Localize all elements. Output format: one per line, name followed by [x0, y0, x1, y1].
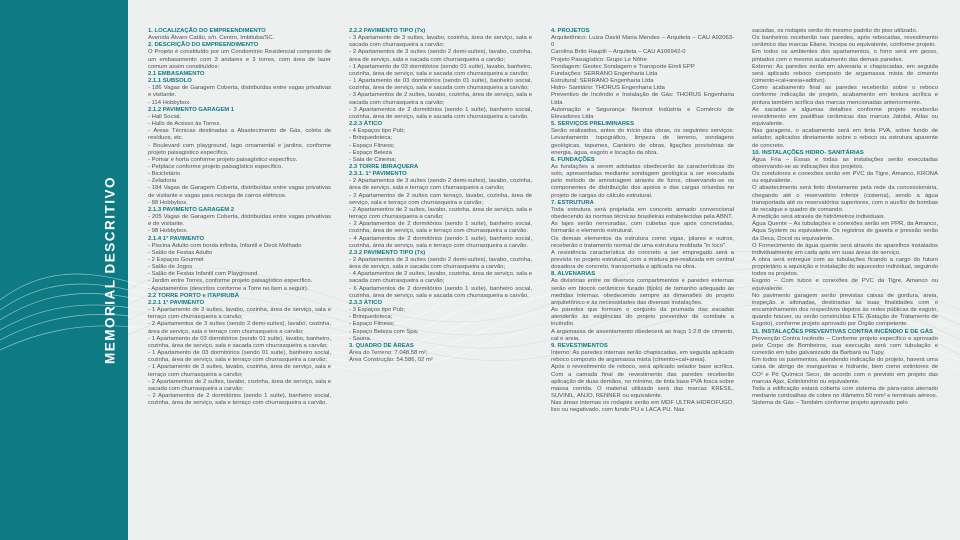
paragraph: A obra será entregue com as tubulações ficando a cargo do futuro proprietário a aquisição e instalação do aquecedor individual, seguindo todos os projetos. [752, 257, 938, 278]
paragraph: - 2 Apartamentos de 2 suítes, lavabo, cozinha, área de serviço, sala e sacada com churrasqueira a carvão; [148, 378, 331, 392]
section-heading: 10. INSTALAÇÕES HIDRO- SANITÁRIAS [752, 149, 864, 156]
text-column-4 [752, 28, 938, 407]
paragraph: - Salão de Jogos [148, 264, 193, 271]
section-heading: 2.1.2 PAVIMENTO GARAGEM 1 [148, 106, 235, 113]
paragraph: As lajes serão nervuradas, com cubetas que após concretadas, formarão o elemento estrutural. [551, 221, 734, 235]
paragraph: - Espaço Fitness; [349, 321, 395, 328]
paragraph: As sacadas e algumas detalhes conforme projeto receberão revestimento em pastilhas cerâmicas das marcas Jatobá, Atlas ou equivalente. [752, 106, 938, 128]
paragraph: O abastecimento será feito diretamente pela rede da concessionária, chegando até o reservatório inferior (cisterna), sendo a água transportada até os reservatórios superiores, com o auxílio de bombas de recalque e quadro de comando. [752, 185, 938, 213]
paragraph: Serão realizados, antes do início das obras, os seguintes serviços: Levantamento topográfico, limpeza de terreno, sondagens geológicas, tapumes, Canteiro de obras, ligações provisórias de energia, água, esgoto e locação da obra. [551, 128, 734, 156]
paragraph: - 205 Vagas de Garagem Coberta, distribuídas entre vagas privativas e de visitante. [148, 214, 331, 228]
paragraph: - Halls de Acesso às Torres. [148, 121, 221, 128]
paragraph: - Áreas Técnicas destinadas a Abastecimento de Gás, coleta de resíduos, etc. [148, 128, 331, 142]
paragraph: - 186 Vagas de Garagem Coberta, distribuídas entre vagas privativas e visitante. [148, 85, 331, 99]
paragraph: Prevenção Contra Incêndio – Conforme projeto específico e aprovado pelo Corpo de Bombeiros, sua execução será com tubulação e conexão em tubo galvanizado da Barbará ou Tupy. [752, 335, 938, 357]
paragraph: - 2 Apartamentos de 3 suítes (sendo 2 demi-suítes), lavabo, cozinha, área de serviço, sala e sacada com churrasqueira a carvão; [349, 49, 532, 63]
paragraph: No pavimento garagem serão previstas caixas de gordura, areia, inspeção e sifonadas, destinadas às suas finalidades com o encaminhamento dos respectivos dejetos às redes públicas de esgoto, quando houver, ou serão construídas ETE (Estação de Tratamento de Esgoto), conforme projeto aprovado por Órgão competente. [752, 292, 938, 328]
paragraph: As fundações a serem adotadas obedecerão às características do solo, apresentadas mediante sondagem geológica a ser executada pelo método de amostragem através de furos, observando-se os componentes de distribuição dos apoios e das cargas oriundas no projeto de cargas do cálculo estrutural. [551, 163, 734, 199]
paragraph: Nas garagens, o acabamento será em tinta PVA, sobre fundo de selador, aplicados diretamente sobre o reboco ou estrutura aparente de concreto. [752, 128, 938, 149]
paragraph: - Petplace conforme projeto paisagístico específico. [148, 163, 283, 170]
paragraph: Como acabamento final as paredes receberão sobre o reboco conforme indicação de projeto, acabamento em textura acrílica e pintura também acrílica das marcas mencionadas anteriormente. [752, 85, 938, 106]
section-heading: 2.1.4 1° PAVIMENTO [148, 235, 205, 242]
paragraph: Externo: As paredes serão em alvenaria e chapiscadas, em seguida será aplicado reboco composto de argamassa mista de cimento (cimento+cal+areia+aditivo). [752, 63, 938, 85]
paragraph: - 1 Apartamento de 03 dormitórios (sendo 01 suíte), lavabo, banheiro, cozinha, área de serviço, sala e sacada com churrasqueira a carvão; [148, 335, 331, 349]
paragraph: Nas áreas internas os rodapés serão em MDF ULTRA HIDROFUGO, liso ou negativado, com fundo PU e LACA PU. Nas [551, 400, 734, 414]
section-heading: 2.3.2 PAVIMENTO TIPO (7x) [349, 249, 426, 256]
section-heading: 2.2.2 PAVIMENTO TIPO (7x) [349, 28, 426, 34]
section-heading: 2.1.1 SUBSOLO [148, 78, 192, 85]
paragraph: - 3 Apartamentos de 2 dormitórios (sendo 1 suíte), banheiro social, cozinha, área de serviço, sala e sacada com churrasqueira a carvão. [349, 106, 532, 120]
paragraph: - Espaço Beleza [349, 149, 392, 156]
paragraph: Automação e Segurança: Neomot Indústria e Comércio de Elevadores Ltda [551, 106, 734, 120]
paragraph: Os demais elementos da estrutura como vigas, pilares e outros, receberão o tratamento normal de uma estrutura moldada "in loco". [551, 235, 734, 249]
paragraph: As divisórias entre os diversos compartimentos e paredes externas serão em blocos cerâmicos furado (tijolo) de tamanho adequado às medidas internas, obedecendo sempre as dimensões do projeto arquitetônico e às necessidades das diversas instalações. [551, 278, 734, 306]
paragraph: - Zeladoria [148, 178, 177, 185]
paragraph: - 2 Apartamentos de 3 suítes (sendo 2 demi-suítes), lavabo, cozinha, área de serviço, sala e terraço com churrasqueira a carvão; [349, 178, 532, 192]
text-column-2 [349, 28, 532, 364]
paragraph: - 88 Hobbybox. [148, 199, 188, 206]
paragraph: As paredes que formam o conjunto da prumada das escadas atenderão às exigências do projeto preventivo de combate a incêndio. [551, 307, 734, 328]
section-heading: 2.1 EMBASAMENTO [148, 70, 205, 77]
section-heading: 4. PROJETOS [551, 28, 590, 34]
section-heading: 2.2.3 ÁTICO [349, 121, 383, 128]
section-heading: 1. LOCALIZAÇÃO DO EMPREENDIMENTO [148, 28, 266, 34]
section-heading: 8. ALVENARIAS [551, 271, 596, 278]
paragraph: - Apartamentos (descritos conforme a Torre no item a seguir). [148, 285, 309, 292]
paragraph: - 98 Hobbybox. [148, 228, 188, 235]
paragraph: Em todos os ambientes dos apartamentos, o forro será em gesso, pintados com o mesmo acabamento das demais paredes. [752, 49, 938, 63]
paragraph: Esgoto – Com tubos e conexões de PVC da Tigre, Amanco ou equivalente. [752, 278, 938, 292]
section-heading: 11. INSTALAÇÕES PREVENTIVAS CONTRA INCÊNDIO E DE GÁS [752, 328, 933, 335]
paragraph: Toda a edificação estará coberta com sistema de pára-raios aterrado mediante cordoalhas de cobre no diâmetro 50 mm² e terminais aéreos. [752, 385, 938, 399]
paragraph: - Hall Social. [148, 113, 182, 120]
paragraph: Os condutores e conexões serão em PVC da Tigre, Amanco, KRONA ou equivalente. [752, 171, 938, 185]
paragraph: - 3 Apartamento de 3 suítes, lavabo, cozinha, área de serviço, sala e sacada com churrasqueira a carvão; [349, 35, 532, 49]
section-heading: 5. SERVIÇOS PRELIMINARES [551, 121, 635, 128]
paragraph: O Fornecimento de água quente será através de aparelhos instalados individualmente em cada apto em suas áreas de serviço. [752, 242, 938, 256]
paragraph: - 2 Apartamentos de 3 suítes (sendo 2 demi-suítes), lavabo, cozinha, área de serviço, sala e terraço com churrasqueira a carvão; [148, 321, 331, 335]
paragraph: A medição será através de hidrômetros individuais. [752, 214, 886, 221]
paragraph: Água Fria – Essas e todas as instalações serão executadas observando-se as indicações dos projetos. [752, 156, 938, 170]
paragraph: - 184 Vagas de Garagem Coberta, distribuídas entre vagas privativas de visitante e vagas para recarga de carros elétricos. [148, 185, 331, 199]
paragraph: A argamassa de assentamento obedecerá ao traço 1:2:8 de cimento, cal e areia. [551, 328, 734, 342]
paragraph: - 1 Apartamento de 3 suítes, lavabo, cozinha, área de serviço, sala e terraço com churrasqueira a carvão; [148, 364, 331, 378]
text-column-3 [551, 28, 734, 414]
paragraph: Em todos os pavimentos, atendendo indicação do projeto, haverá uma caixa de abrigo de mangueiras e hidrante, bem como extintores de CO² e Pó Químico Seco, de acordo com o previsto em projeto das marcas Ajax, Extinlondrio ou equivalente. [752, 357, 938, 385]
paragraph: Carolina Brito Hauptli – Arquiteta – CAU A106942-0 [551, 49, 686, 56]
paragraph: - 6 Apartamentos de 2 dormitórios (sendo 1 suíte), banheiro social, cozinha, área de serviço, sala e sacada com churrasqueira a carvão. [349, 285, 532, 299]
paragraph: - 2 Apartamentos de 2 dormitórios (sendo 1 suíte), banheiro social, cozinha, área de serviço, sala e terraço com churrasqueira a carvão. [148, 392, 331, 407]
paragraph: - 4 Apartamentos de 2 dormitórios (sendo 1 suíte), banheiro social, cozinha, área de serviço, sala e terraço com churrasqueira a carvão. [349, 235, 532, 249]
section-heading: 9. REVESTIMENTOS [551, 342, 608, 349]
paragraph: - 1 Apartamento de 03 dormitórios (sendo 01 suíte), banheiro social, cozinha, área de serviço, sala e sacada com churrasqueira a carvão; [349, 78, 532, 92]
paragraph: Arquitetônico: Luiza David Maria Mendes – Arquiteta – CAU A92063-0 [551, 35, 734, 49]
paragraph: - 2 Apartamentos de 2 suítes, lavabo, cozinha, área de serviço, sala e terraço com churrasqueira a carvão; [349, 206, 532, 221]
section-heading: 3. QUADRO DE ÁREAS [349, 342, 414, 349]
paragraph: - Piscina Adulto com borda infinita, Infantil e Deck Molhado [148, 242, 302, 249]
paragraph: - Salão de Festas Adulto [148, 249, 213, 256]
paragraph: - Espaço Beleza com Spa; [349, 328, 419, 335]
paragraph: Fundações: SERRANO Engenharia Ltda [551, 70, 658, 77]
paragraph: - Brinquedoteca; [349, 135, 393, 142]
paragraph: - 4 Espaços tipo Pub; [349, 128, 405, 135]
section-heading: 2.3 TORRE IBIRAQUERA [349, 163, 419, 170]
paragraph: - 3 Espaços tipo Pub; [349, 307, 405, 314]
section-heading: 2.2.1 1° PAVIMENTO [148, 299, 205, 306]
paragraph: Área do Terreno: 7.048,58 m²; [349, 350, 428, 357]
sidebar-panel [0, 0, 128, 540]
document-columns [148, 28, 948, 528]
section-heading: 2.1.3 PAVIMENTO GARAGEM 2 [148, 206, 235, 213]
paragraph: - 2 Apartamentos de 3 suítes (sendo 2 demi-suítes), lavabo, cozinha, área de serviço, sala e sacada com churrasqueira a carvão; [349, 257, 532, 271]
paragraph: Hidro- Sanitário: THORUS Engenharia Ltda [551, 85, 665, 92]
paragraph: - Jardim entre Torres, conforme projeto paisagístico específico. [148, 278, 313, 285]
paragraph: - 4 Apartamentos de 2 suítes, lavabo, cozinha, área de serviço, sala e sacada com churrasqueira a carvão; [349, 271, 532, 285]
paragraph: Preventivo de Incêndio e Instalação de Gás: THORUS Engenharia Ltda [551, 92, 734, 106]
paragraph: - 1 Apartamento de 3 suítes, lavabo, cozinha, área de serviço, sala e terraço com churrasqueira a carvão; [148, 307, 331, 321]
paragraph: - 114 Hobbybox. [148, 99, 191, 106]
paragraph: - Bicicletário [148, 171, 181, 178]
paragraph: Os banheiros receberão nas paredes, após rebocadas, revestimento cerâmico das marcas Eliane, Incepa ou equivalente, conforme projeto. [752, 35, 938, 49]
sidebar-title: MEMORIAL DESCRITIVO [102, 175, 118, 365]
paragraph: sacadas, os rodapés serão do mesmo padrão do piso utilizado. [752, 28, 918, 34]
paragraph: Toda estrutura será projetada em concreto armado convencional obedecendo às normas técnicas brasileiras estabelecidas pela ABNT. [551, 206, 734, 221]
section-heading: 2. DESCRIÇÃO DO EMPREENDIMENTO [148, 42, 259, 49]
paragraph: Projeto Paisagístico: Grupo Le Nôtre [551, 56, 647, 63]
paragraph: - 2 Apartamentos de 2 suítes com terraço, lavabo, cozinha, área de serviço, sala e terraço com churrasqueira a carvão; [349, 192, 532, 206]
text-column-1 [148, 28, 331, 407]
paragraph: Avenida Álvaro Catão, s/n. Centro, Imbituba/SC. [148, 35, 275, 42]
paragraph: Água Quente – As tubulações e conexões serão em PPR, da Amanco, Aqua System ou equivalente. Os registros de gaveta e pressão serão da Deca, Docol ou equivalente. [752, 221, 938, 242]
paragraph: - 1 Apartamento de 03 dormitórios (sendo 01 suíte), banheiro social, cozinha, área de serviço, sala e terraço com churrasqueira a carvão; [148, 350, 331, 364]
paragraph: O Projeto é constituído por um Condomínio Residencial composto de um embasamento com 3 andares e 3 torres, com área de lazer comum assim constituídos: [148, 49, 331, 70]
paragraph: A resistência característica do concreto a ser empregado será a prevista no projeto estrutural, com a mistura pré-realizada em central dosadora de concreto, transportada e aplicada na obra. [551, 249, 734, 271]
paragraph: Sondagem: Geotec Sondagem e Transporte Eireli EPP [551, 63, 695, 70]
paragraph: Estrutural: SERRANO Engenharia Ltda [551, 78, 654, 85]
paragraph: - Pomar e horta conforme projeto paisagístico específico. [148, 156, 298, 163]
paragraph: - Sauna. [349, 335, 372, 342]
section-heading: 2.2 TORRE PORTO e ITAPIRUBÁ [148, 292, 239, 299]
paragraph: - Sala de Cinema; [349, 156, 397, 163]
paragraph: - Boulevard com playground, lago ornamental e jardins, conforme projeto paisagístico específico. [148, 142, 331, 156]
paragraph: - 3 Apartamentos de 2 suítes, lavabo, cozinha, área de serviço, sala e sacada com churrasqueira a carvão; [349, 92, 532, 106]
section-heading: 2.3.1. 1° PAVIMENTO [349, 171, 407, 178]
paragraph: Após o revestimento de reboco, será aplicado selador base acrílica. Com a camada final de revestimento das paredes receberão aplicação de duas demãos, no mínimo, de tinta base PVA fosca sobre massa corrida. O material utilizado será das marcas KRESIL, SUVINIL, ANJO, RENNER ou equivalente. [551, 364, 734, 399]
paragraph: Área Construção: 54.586, 02 m² [349, 357, 433, 364]
paragraph: - Espaço Fitness; [349, 142, 395, 149]
section-heading: 2.3.3 ÁTICO [349, 299, 383, 306]
section-heading: 6. FUNDAÇÕES [551, 156, 595, 163]
paragraph: Interno: As paredes internas serão chapiscadas, em seguida aplicado reboco composto de argamassa mista (cimento+cal+areia). [551, 350, 734, 364]
paragraph: - 1 Apartamento de 03 dormitórios (sendo 01 suíte), lavabo, banheiro, cozinha, área de serviço, sala e sacada com churrasqueira a carvão; [349, 63, 532, 77]
section-heading: 7. ESTRUTURA [551, 199, 594, 206]
paragraph: Sistema de Gás – Também conforme projeto aprovado pelo [752, 400, 908, 407]
paragraph: - Brinquedoteca; [349, 314, 393, 321]
paragraph: - 2 Espaços Gourmet [148, 257, 204, 263]
paragraph: - Salão de Festas Infantil com Playground [148, 271, 258, 278]
paragraph: - 2 Apartamentos de 2 dormitórios (sendo 1 suíte), banheiro social, cozinha, área de serviço, sala e terraço com churrasqueira a carvão. [349, 221, 532, 235]
